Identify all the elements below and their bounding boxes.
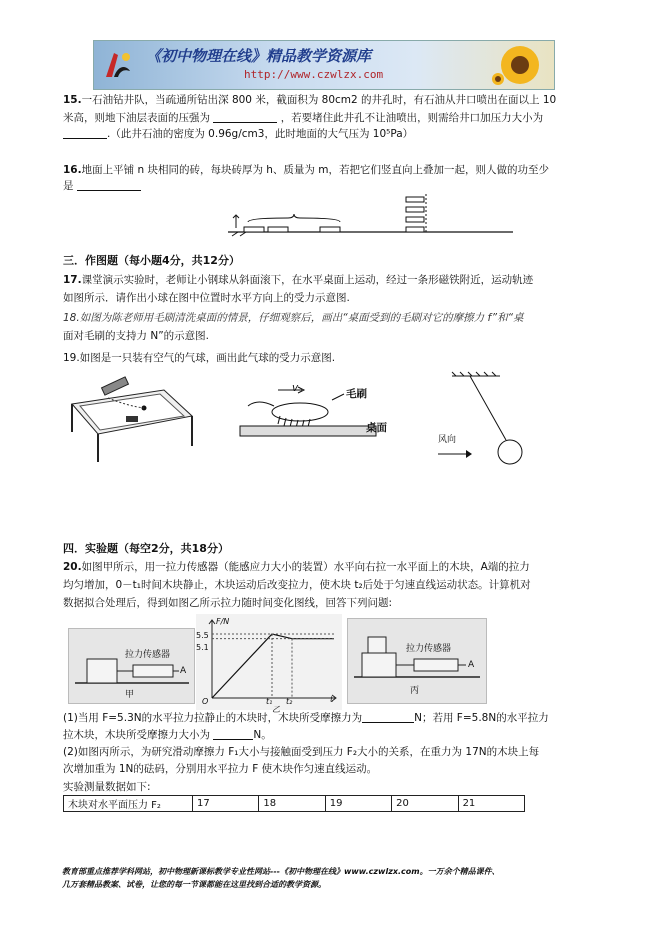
q15-answer-blank-2[interactable]	[63, 126, 107, 139]
q17-table-figure	[68, 376, 196, 466]
site-logo-icon	[100, 47, 136, 83]
q20-number: 20.	[63, 561, 82, 573]
q19-text1: 如图是一只装有空气的气球，画出此气球的受力示意图.	[79, 352, 336, 364]
wind-label: 风向	[438, 435, 457, 445]
q16-text1: 地面上平铺 n 块相同的砖，每块砖厚为 h、质量为 m，若把它们竖直向上叠加一起，则人做的功至少	[81, 164, 549, 176]
brush-label: 毛刷	[346, 388, 367, 400]
table-cell: 20	[392, 796, 458, 812]
q16-line1	[63, 162, 549, 178]
q18-text1: 如图为陈老师用毛刷清洗桌面的情景，仔细观察后，画出“桌面受到的毛刷对它的摩擦力 f”和“桌	[79, 312, 524, 324]
y-tick-5-5: 5.5	[196, 631, 209, 640]
q20-sub1a: (1)当用 F=5.3N的水平拉力拉静止的木块时，木块所受摩擦力为	[63, 712, 363, 724]
q17-line2: 如图所示．请作出小球在图中位置时水平方向上的受力示意图.	[63, 292, 350, 304]
q15-text2a: 米高，则地下油层表面的压强为	[63, 112, 210, 124]
bing-sensor-label: 拉力传感器	[406, 644, 452, 654]
q18-number: 18.	[63, 312, 80, 324]
data-table	[63, 795, 525, 812]
footer-line1: 教育部重点推荐学科网站，初中物理新课标教学专业性网站---《初中物理在线》www.czwlzx.com。一万余个精品课件、	[62, 867, 500, 876]
q15-line2	[63, 110, 543, 126]
q19-number: 19.	[63, 352, 80, 364]
jia-A-label: A	[180, 666, 187, 676]
banner-url[interactable]: http://www.czwlzx.com	[244, 68, 384, 81]
bing-A-label: A	[468, 660, 475, 670]
q20-line1	[63, 559, 530, 575]
q20-answer-blank-2[interactable]	[213, 727, 253, 740]
q20-text1: 如图甲所示，用一拉力传感器（能感应力大小的装置）水平向右拉一水平面上的木块，A端的拉力	[81, 561, 530, 573]
fig-yi-chart	[196, 614, 342, 714]
desk-label: 桌面	[366, 422, 387, 434]
force-series-line	[212, 634, 334, 698]
q15-answer-blank-1[interactable]	[213, 110, 277, 123]
q15-text2b: ，若要堵住此井孔不让油喷出，则需给井口加压力大小为	[280, 112, 544, 124]
t1-label: t₁	[266, 697, 273, 706]
q19-balloon-figure	[430, 370, 540, 470]
x-axis-label: t	[330, 695, 334, 704]
y-axis-label: F/N	[216, 617, 230, 626]
table-row	[64, 796, 525, 812]
q15-line1	[63, 92, 556, 108]
table-cell: 21	[458, 796, 524, 812]
velocity-label: v	[292, 382, 299, 394]
jia-sensor-label: 拉力传感器	[125, 650, 171, 660]
banner-title: 《初中物理在线》精品教学资源库	[146, 47, 372, 65]
yi-caption: 乙	[272, 705, 280, 714]
q15-number: 15.	[63, 94, 82, 106]
t2-label: t₂	[286, 697, 293, 706]
q15-text3: .（此井石油的密度为 0.96g/cm3，此时地面的大气压为 10⁵Pa）	[107, 128, 414, 140]
q17-number: 17.	[63, 274, 82, 286]
table-header-cell: 木块对水平面压力 F₂	[64, 796, 193, 812]
footer-line2: 几万套精品教案、试卷，让您的每一节课都能在这里找到合适的教学资源。	[62, 880, 326, 889]
table-cell: 18	[259, 796, 325, 812]
q20-line3: 数据拟合处理后，得到如图乙所示拉力随时间变化图线，回答下列问题:	[63, 597, 393, 609]
jia-caption: 甲	[125, 690, 135, 700]
q17-text1: 课堂演示实验时，老师让小钢球从斜面滚下，在水平桌面上运动，经过一条形磁铁附近，运动轨迹	[81, 274, 534, 286]
q20-line2: 均匀增加，0－t₁时间木块静止，木块运动后改变拉力，使木块 t₂后处于匀速直线运动状态。计算机对	[63, 579, 531, 591]
table-caption: 实验测量数据如下:	[63, 781, 151, 793]
q20-sub2-line2: 次增加重为 1N的砝码，分别用水平拉力 F 使木块作匀速直线运动。	[63, 763, 378, 775]
q20-answer-blank-1[interactable]	[362, 710, 414, 723]
sunflower-icon	[490, 43, 550, 87]
q18-line1	[63, 310, 524, 326]
q16-number: 16.	[63, 164, 82, 176]
fig-jia	[68, 628, 195, 704]
q20-sub1-line2	[63, 727, 272, 743]
section-3-heading: 三．作图题（每小题4分，共12分）	[63, 254, 240, 267]
q17-line1	[63, 272, 533, 288]
q20-sub1b: N；若用 F=5.8N的水平拉力	[414, 712, 549, 724]
origin-label: O	[202, 697, 209, 706]
table-cell: 19	[325, 796, 391, 812]
q20-sub1-line1	[63, 710, 549, 726]
section-4-heading: 四．实验题（每空2分，共18分）	[63, 542, 229, 555]
q16-line2	[63, 178, 141, 194]
q15-text1: 一石油钻井队，当疏通所钻出深 800 米，截面积为 80cm2 的井孔时，有石油从井口喷出在面以上 10	[81, 94, 557, 106]
q20-sub1c: 拉木块，木块所受摩擦力大小为	[63, 729, 210, 741]
table-cell: 17	[193, 796, 259, 812]
q19-line1	[63, 350, 335, 366]
q18-line2: 面对毛刷的支持力 N”的示意图.	[63, 330, 209, 342]
q16-text2: 是	[63, 180, 74, 192]
q16-answer-blank[interactable]	[77, 178, 141, 191]
bricks-figure	[228, 190, 518, 238]
bing-caption: 丙	[410, 686, 420, 696]
y-tick-5-1: 5.1	[196, 643, 209, 652]
q20-sub1d: N。	[253, 729, 272, 741]
header-banner	[93, 40, 555, 90]
q20-sub2-line1: (2)如图丙所示，为研究滑动摩擦力 F₁大小与接触面受到压力 F₂大小的关系，在重力为 17N的木块上每	[63, 746, 540, 758]
fig-bing	[347, 618, 487, 704]
q15-line3	[63, 126, 413, 142]
